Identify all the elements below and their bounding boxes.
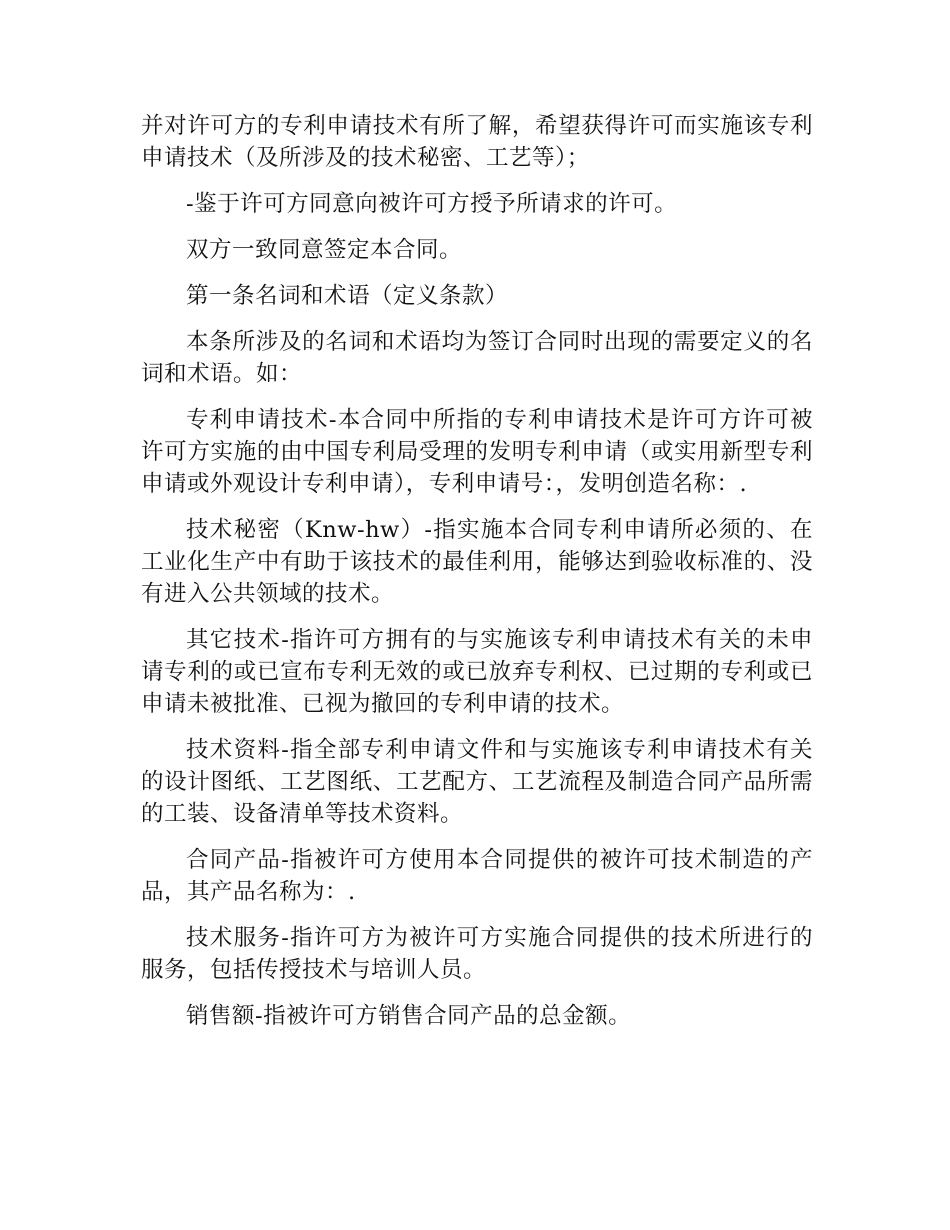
paragraph-3: 双方一致同意签定本合同。 (186, 237, 463, 263)
definition-technical-data: 技术资料-指全部专利申请文件和与实施该专利申请技术有关的设计图纸、工艺图纸、工艺配方、工艺流程及制造合同产品所需的工装、设备清单等技术资料。 (141, 737, 813, 827)
paragraph-1: 并对许可方的专利申请技术有所了解，希望获得许可而实施该专利申请技术（及所涉及的技术秘密、工艺等）； (141, 113, 813, 171)
document-body (141, 110, 813, 1046)
section-heading: 第一条名词和术语（定义条款） (186, 283, 509, 309)
paragraph-5: 本条所涉及的名词和术语均为签订合同时出现的需要定义的名词和术语。如： (141, 329, 813, 387)
definition-technical-service: 技术服务-指许可方为被许可方实施合同提供的技术所进行的服务，包括传授技术与培训人员。 (141, 925, 813, 983)
definition-contract-product: 合同产品-指被许可方使用本合同提供的被许可技术制造的产品，其产品名称为：. (141, 847, 813, 905)
definition-know-how: 技术秘密（Knw-hw）-指实施本合同专利申请所必须的、在工业化生产中有助于该技术的最佳利用，能够达到验收标准的、没有进入公共领域的技术。 (141, 517, 813, 607)
paragraph-2: -鉴于许可方同意向被许可方授予所请求的许可。 (186, 191, 678, 217)
definition-other-technology: 其它技术-指许可方拥有的与实施该专利申请技术有关的未申请专利的或已宣布专利无效的或已放弃专利权、已过期的专利或已申请未被批准、已视为撤回的专利申请的技术。 (141, 627, 813, 717)
definition-patent-application: 专利申请技术-本合同中所指的专利申请技术是许可方许可被许可方实施的由中国专利局受理的发明专利申请（或实用新型专利申请或外观设计专利申请），专利申请号：，发明创造名称：. (141, 407, 813, 497)
definition-sales-amount: 销售额-指被许可方销售合同产品的总金额。 (186, 1003, 632, 1029)
